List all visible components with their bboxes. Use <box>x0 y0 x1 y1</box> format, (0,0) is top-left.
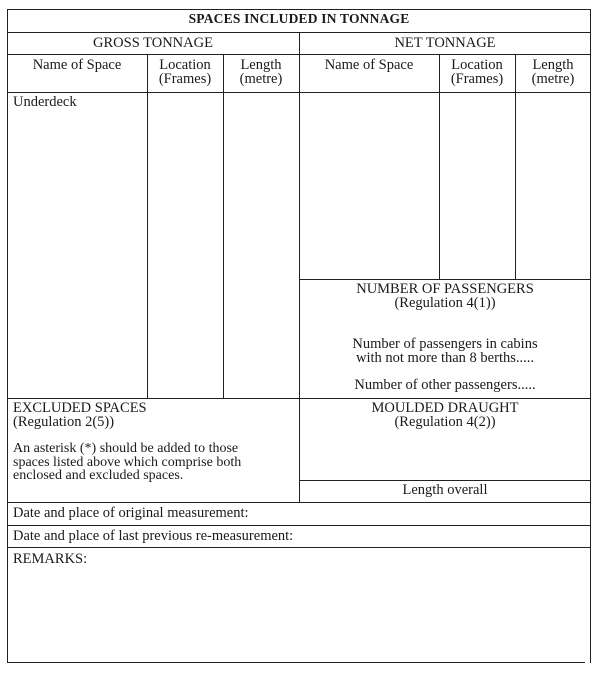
net-col-location-header: Location <box>451 57 503 73</box>
gross-col-name-header: Name of Space <box>32 57 122 73</box>
rule-gross-col-2 <box>223 54 224 398</box>
length-overall-label: Length overall <box>402 482 488 498</box>
gross-col-location-header: Location <box>159 57 211 73</box>
net-col-location-sub: (Frames) <box>450 71 504 87</box>
excluded-note-line3: enclosed and excluded spaces. <box>13 468 184 483</box>
passengers-regulation: (Regulation 4(1)) <box>394 295 496 311</box>
date-last-label: Date and place of last previous re-measurement: <box>13 528 294 544</box>
rule-above-date-original <box>7 502 591 503</box>
gross-tonnage-heading: GROSS TONNAGE <box>93 35 213 51</box>
net-col-name-header: Name of Space <box>324 57 414 73</box>
gross-col-location-sub: (Frames) <box>158 71 212 87</box>
passengers-other: Number of other passengers..... <box>354 377 536 393</box>
gross-col-length-header: Length <box>240 57 282 73</box>
date-original-label: Date and place of original measurement: <box>13 505 249 521</box>
excluded-regulation: (Regulation 2(5)) <box>13 414 115 430</box>
passengers-cabins-line2: with not more than 8 berths..... <box>355 350 534 366</box>
passengers-heading: NUMBER OF PASSENGERS <box>356 281 534 297</box>
rule-above-date-last <box>7 525 591 526</box>
form-title: SPACES INCLUDED IN TONNAGE <box>188 11 410 26</box>
net-col-length-header: Length <box>532 57 574 73</box>
draught-heading: MOULDED DRAUGHT <box>371 400 519 416</box>
passengers-cabins-line1: Number of passengers in cabins <box>352 336 538 352</box>
net-tonnage-heading: NET TONNAGE <box>394 35 496 51</box>
rule-net-table-bottom <box>299 279 591 280</box>
gross-col-length-sub: (metre) <box>239 71 283 87</box>
net-col-length-sub: (metre) <box>531 71 575 87</box>
rule-above-length-overall <box>299 480 591 481</box>
rule-above-remarks <box>7 547 591 548</box>
draught-regulation: (Regulation 4(2)) <box>394 414 496 430</box>
rule-net-col-1 <box>439 54 440 279</box>
excluded-heading: EXCLUDED SPACES <box>13 400 147 416</box>
rule-bottom <box>7 662 585 663</box>
rule-net-col-2 <box>515 54 516 279</box>
remarks-label: REMARKS: <box>13 551 88 567</box>
underdeck-label: Underdeck <box>13 94 77 110</box>
excluded-note-line1: An asterisk (*) should be added to those <box>13 441 239 456</box>
rule-gross-col-1 <box>147 54 148 398</box>
excluded-note-line2: spaces listed above which comprise both <box>13 455 242 470</box>
rule-center-divider <box>299 32 300 502</box>
